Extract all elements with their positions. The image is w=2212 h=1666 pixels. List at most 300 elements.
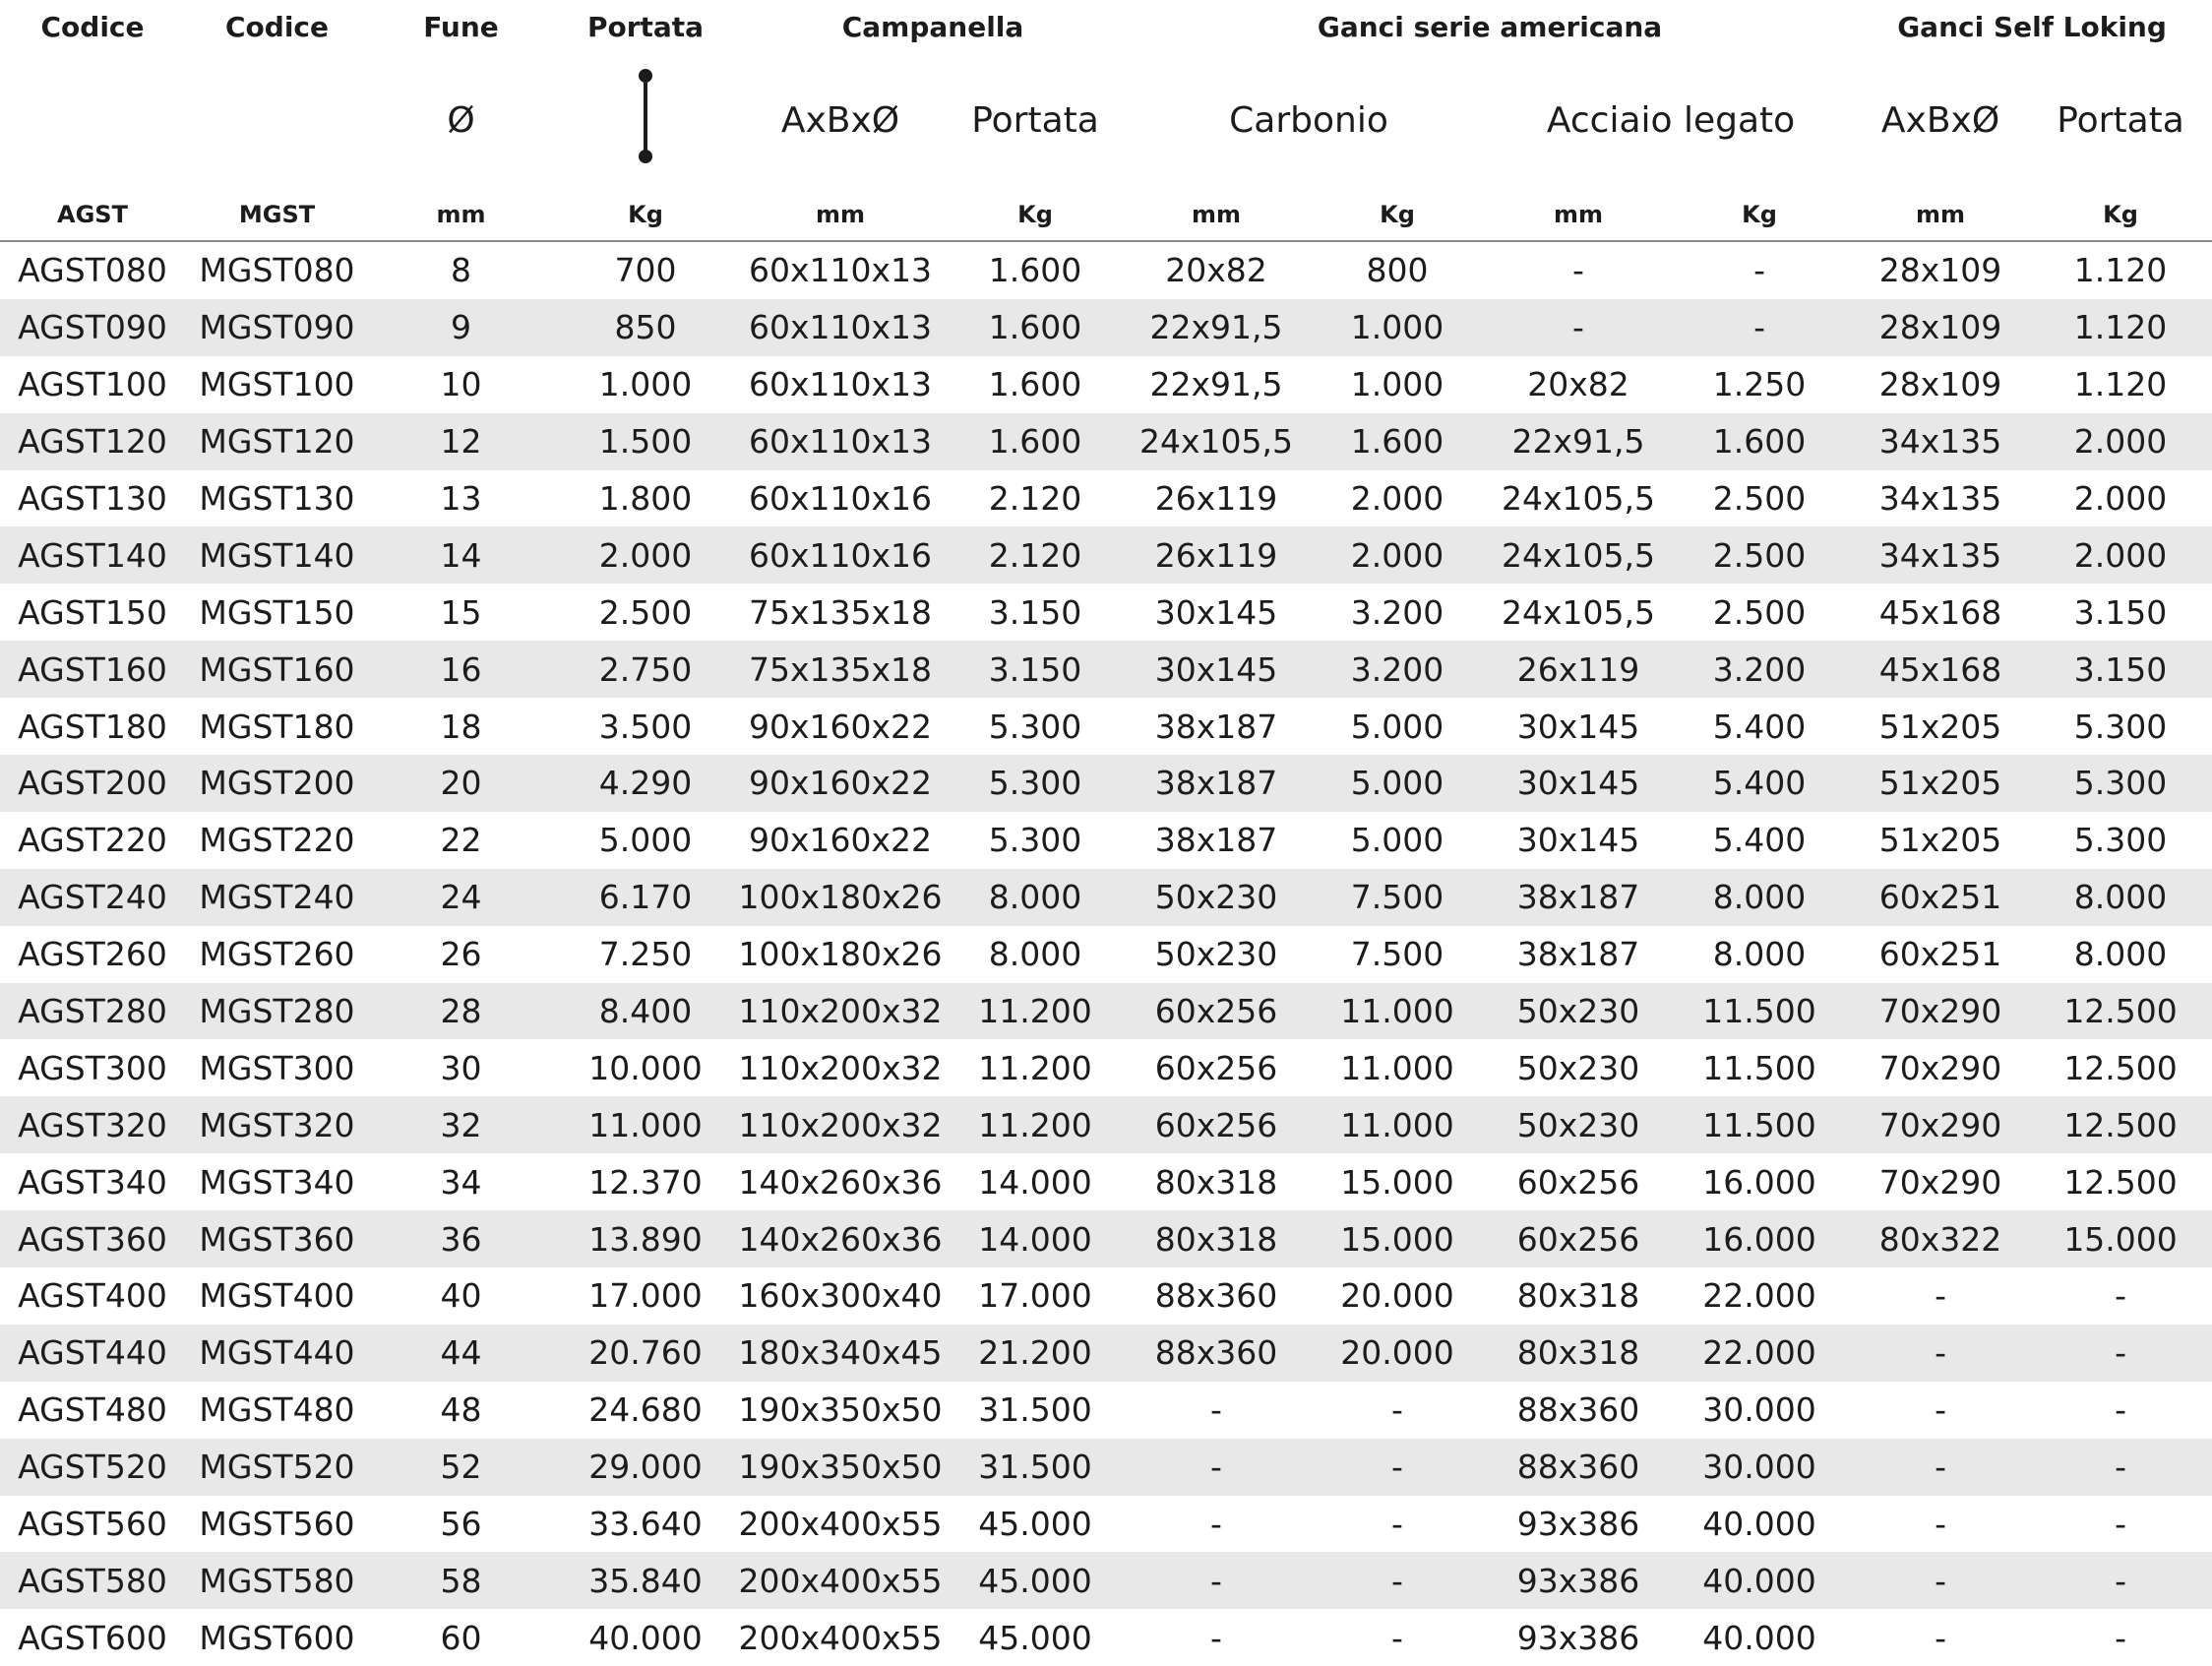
table-cell: AGST580 xyxy=(0,1552,185,1609)
table-row xyxy=(0,812,2212,869)
unit-cell: Kg xyxy=(943,188,1128,241)
table-cell: 1.600 xyxy=(943,413,1128,470)
table-cell: 22 xyxy=(369,812,553,869)
table-cell: 190x350x50 xyxy=(738,1439,943,1496)
table-cell: 21.200 xyxy=(943,1325,1128,1382)
table-cell: 12.500 xyxy=(2029,1039,2212,1096)
table-cell: 13 xyxy=(369,470,553,527)
table-cell: 8.000 xyxy=(1667,869,1852,926)
table-row xyxy=(0,356,2212,413)
table-row xyxy=(0,1325,2212,1382)
table-cell: 5.000 xyxy=(1305,812,1490,869)
table-cell: - xyxy=(2029,1325,2212,1382)
table-cell: 40.000 xyxy=(553,1609,738,1666)
table-cell: 1.800 xyxy=(553,470,738,527)
table-cell: 20x82 xyxy=(1128,241,1305,299)
table-row xyxy=(0,241,2212,299)
table-cell: 7.500 xyxy=(1305,926,1490,983)
table-cell: 60x251 xyxy=(1852,869,2029,926)
table-cell: 32 xyxy=(369,1096,553,1153)
table-cell: AGST150 xyxy=(0,584,185,641)
table-cell: - xyxy=(1128,1496,1305,1553)
table-cell: 90x160x22 xyxy=(738,812,943,869)
table-cell: - xyxy=(1852,1325,2029,1382)
table-cell: 8.000 xyxy=(943,869,1128,926)
table-cell: AGST560 xyxy=(0,1496,185,1553)
table-row xyxy=(0,1096,2212,1153)
table-cell: MGST400 xyxy=(185,1267,369,1325)
table-cell: 13.890 xyxy=(553,1210,738,1267)
table-cell: 8.000 xyxy=(2029,926,2212,983)
table-cell: 5.400 xyxy=(1667,812,1852,869)
table-cell: 3.200 xyxy=(1305,641,1490,698)
unit-cell: Kg xyxy=(553,188,738,241)
header-self-dim: AxBxØ xyxy=(1852,53,2029,188)
table-cell: 5.000 xyxy=(1305,698,1490,755)
table-cell: AGST240 xyxy=(0,869,185,926)
table-cell: 3.200 xyxy=(1305,584,1490,641)
header-camp-portata: Portata xyxy=(943,53,1128,188)
table-cell: 29.000 xyxy=(553,1439,738,1496)
table-cell: 28 xyxy=(369,983,553,1040)
table-row xyxy=(0,526,2212,584)
table-cell: 1.250 xyxy=(1667,356,1852,413)
table-cell: MGST480 xyxy=(185,1382,369,1439)
table-cell: 38x187 xyxy=(1128,755,1305,812)
table-cell: 60x110x16 xyxy=(738,470,943,527)
table-cell: 8 xyxy=(369,241,553,299)
table-row xyxy=(0,1609,2212,1666)
table-cell: AGST120 xyxy=(0,413,185,470)
table-cell: 93x386 xyxy=(1490,1496,1667,1553)
table-cell: 1.000 xyxy=(1305,356,1490,413)
table-cell: - xyxy=(1490,299,1667,356)
table-cell: 45x168 xyxy=(1852,584,2029,641)
table-cell: 1.500 xyxy=(553,413,738,470)
table-cell: 50x230 xyxy=(1128,926,1305,983)
table-cell: 88x360 xyxy=(1128,1325,1305,1382)
table-cell: 51x205 xyxy=(1852,698,2029,755)
table-cell: - xyxy=(1852,1609,2029,1666)
table-cell: 20.760 xyxy=(553,1325,738,1382)
table-cell: 11.200 xyxy=(943,1096,1128,1153)
table-cell: 26 xyxy=(369,926,553,983)
header-ganci-americana: Ganci serie americana xyxy=(1128,0,1852,53)
table-cell: AGST440 xyxy=(0,1325,185,1382)
table-cell: MGST090 xyxy=(185,299,369,356)
table-cell: 80x318 xyxy=(1490,1325,1667,1382)
table-cell: 16 xyxy=(369,641,553,698)
table-cell: 1.600 xyxy=(943,241,1128,299)
table-cell: 11.500 xyxy=(1667,983,1852,1040)
table-cell: 30x145 xyxy=(1490,812,1667,869)
table-cell: 60x110x13 xyxy=(738,299,943,356)
table-cell: 110x200x32 xyxy=(738,1096,943,1153)
table-cell: 3.150 xyxy=(943,584,1128,641)
table-cell: 1.000 xyxy=(553,356,738,413)
unit-cell: MGST xyxy=(185,188,369,241)
table-cell: 4.290 xyxy=(553,755,738,812)
table-cell: 12.500 xyxy=(2029,983,2212,1040)
table-row xyxy=(0,1439,2212,1496)
table-cell: 26x119 xyxy=(1490,641,1667,698)
table-cell: 30.000 xyxy=(1667,1382,1852,1439)
header-unit-row xyxy=(0,188,2212,241)
table-row xyxy=(0,1210,2212,1267)
table-cell: 1.120 xyxy=(2029,299,2212,356)
table-cell: 36 xyxy=(369,1210,553,1267)
header-sub-row xyxy=(0,53,2212,188)
table-cell: 60x256 xyxy=(1128,1096,1305,1153)
table-cell: 45.000 xyxy=(943,1552,1128,1609)
table-cell: 11.200 xyxy=(943,983,1128,1040)
table-cell: 5.300 xyxy=(943,698,1128,755)
table-cell: 11.000 xyxy=(1305,983,1490,1040)
table-cell: AGST320 xyxy=(0,1096,185,1153)
table-cell: 60x110x13 xyxy=(738,241,943,299)
table-cell: 200x400x55 xyxy=(738,1552,943,1609)
table-cell: 2.120 xyxy=(943,470,1128,527)
table-cell: - xyxy=(1490,241,1667,299)
table-cell: 34x135 xyxy=(1852,526,2029,584)
table-cell: 31.500 xyxy=(943,1439,1128,1496)
table-row xyxy=(0,1153,2212,1210)
header-fune-symbol: Ø xyxy=(369,53,553,188)
table-row xyxy=(0,1039,2212,1096)
table-cell: 160x300x40 xyxy=(738,1267,943,1325)
table-cell: AGST140 xyxy=(0,526,185,584)
table-cell: 38x187 xyxy=(1490,869,1667,926)
unit-cell: Kg xyxy=(2029,188,2212,241)
table-cell: AGST300 xyxy=(0,1039,185,1096)
table-cell: AGST400 xyxy=(0,1267,185,1325)
table-cell: AGST480 xyxy=(0,1382,185,1439)
table-cell: 75x135x18 xyxy=(738,584,943,641)
table-cell: 60x256 xyxy=(1490,1153,1667,1210)
table-cell: AGST600 xyxy=(0,1609,185,1666)
table-cell: MGST080 xyxy=(185,241,369,299)
table-cell: 16.000 xyxy=(1667,1153,1852,1210)
table-cell: MGST130 xyxy=(185,470,369,527)
table-cell: 2.500 xyxy=(1667,584,1852,641)
table-cell: 80x318 xyxy=(1128,1210,1305,1267)
table-cell: 700 xyxy=(553,241,738,299)
unit-cell: Kg xyxy=(1305,188,1490,241)
table-row xyxy=(0,299,2212,356)
unit-cell: mm xyxy=(1852,188,2029,241)
header-ganci-self: Ganci Self Loking xyxy=(1852,0,2212,53)
table-cell: MGST280 xyxy=(185,983,369,1040)
table-cell: 90x160x22 xyxy=(738,755,943,812)
table-cell: 28x109 xyxy=(1852,299,2029,356)
table-cell: 50x230 xyxy=(1490,1096,1667,1153)
table-cell: 3.150 xyxy=(2029,584,2212,641)
table-cell: 22x91,5 xyxy=(1490,413,1667,470)
table-cell: 6.170 xyxy=(553,869,738,926)
table-cell: 15.000 xyxy=(1305,1210,1490,1267)
table-cell: MGST100 xyxy=(185,356,369,413)
table-row xyxy=(0,413,2212,470)
unit-cell: mm xyxy=(369,188,553,241)
table-cell: 14.000 xyxy=(943,1153,1128,1210)
table-cell: 5.400 xyxy=(1667,755,1852,812)
table-cell: AGST340 xyxy=(0,1153,185,1210)
table-cell: 8.000 xyxy=(943,926,1128,983)
header-sub-empty-a xyxy=(0,53,185,188)
table-cell: - xyxy=(2029,1609,2212,1666)
header-acciaio: Acciaio legato xyxy=(1490,53,1852,188)
table-cell: 80x318 xyxy=(1490,1267,1667,1325)
table-cell: 35.840 xyxy=(553,1552,738,1609)
table-cell: 45.000 xyxy=(943,1609,1128,1666)
table-cell: 38x187 xyxy=(1490,926,1667,983)
table-cell: 22x91,5 xyxy=(1128,299,1305,356)
table-cell: 20.000 xyxy=(1305,1325,1490,1382)
table-cell: MGST580 xyxy=(185,1552,369,1609)
table-cell: - xyxy=(1667,299,1852,356)
table-cell: 50x230 xyxy=(1490,983,1667,1040)
table-cell: - xyxy=(1852,1552,2029,1609)
table-cell: 11.500 xyxy=(1667,1039,1852,1096)
table-cell: MGST150 xyxy=(185,584,369,641)
table-cell: AGST260 xyxy=(0,926,185,983)
table-row xyxy=(0,1382,2212,1439)
table-cell: AGST360 xyxy=(0,1210,185,1267)
table-cell: AGST180 xyxy=(0,698,185,755)
table-cell: 30x145 xyxy=(1490,755,1667,812)
table-cell: 7.250 xyxy=(553,926,738,983)
table-cell: MGST560 xyxy=(185,1496,369,1553)
table-cell: - xyxy=(1852,1382,2029,1439)
table-cell: - xyxy=(1852,1267,2029,1325)
table-cell: 5.300 xyxy=(2029,755,2212,812)
table-cell: 60x256 xyxy=(1128,1039,1305,1096)
table-cell: 3.150 xyxy=(2029,641,2212,698)
table-cell: 44 xyxy=(369,1325,553,1382)
table-cell: 17.000 xyxy=(553,1267,738,1325)
header-group-row xyxy=(0,0,2212,53)
table-cell: 26x119 xyxy=(1128,526,1305,584)
table-row xyxy=(0,698,2212,755)
table-cell: MGST360 xyxy=(185,1210,369,1267)
table-cell: 31.500 xyxy=(943,1382,1128,1439)
table-cell: 20.000 xyxy=(1305,1267,1490,1325)
table-row xyxy=(0,641,2212,698)
header-portata-symbol xyxy=(553,53,738,188)
table-cell: - xyxy=(1128,1609,1305,1666)
table-cell: 180x340x45 xyxy=(738,1325,943,1382)
table-cell: 88x360 xyxy=(1128,1267,1305,1325)
table-cell: 2.000 xyxy=(1305,526,1490,584)
table-cell: 30x145 xyxy=(1128,641,1305,698)
table-cell: 24x105,5 xyxy=(1490,526,1667,584)
table-cell: 28x109 xyxy=(1852,241,2029,299)
table-cell: 1.120 xyxy=(2029,241,2212,299)
table-cell: 8.000 xyxy=(1667,926,1852,983)
table-cell: 2.000 xyxy=(553,526,738,584)
table-cell: 140x260x36 xyxy=(738,1153,943,1210)
header-sub-empty-b xyxy=(185,53,369,188)
header-self-portata: Portata xyxy=(2029,53,2212,188)
header-fune: Fune xyxy=(369,0,553,53)
table-cell: 75x135x18 xyxy=(738,641,943,698)
table-cell: - xyxy=(1305,1496,1490,1553)
table-cell: - xyxy=(1305,1382,1490,1439)
table-cell: 5.300 xyxy=(943,755,1128,812)
header-camp-dim: AxBxØ xyxy=(738,53,943,188)
table-cell: 40.000 xyxy=(1667,1552,1852,1609)
table-cell: 200x400x55 xyxy=(738,1496,943,1553)
table-cell: 7.500 xyxy=(1305,869,1490,926)
table-row xyxy=(0,470,2212,527)
table-cell: 24 xyxy=(369,869,553,926)
table-cell: 24x105,5 xyxy=(1490,584,1667,641)
table-cell: 10.000 xyxy=(553,1039,738,1096)
table-cell: 190x350x50 xyxy=(738,1382,943,1439)
table-cell: 1.600 xyxy=(943,299,1128,356)
table-cell: 850 xyxy=(553,299,738,356)
table-cell: 5.000 xyxy=(1305,755,1490,812)
table-cell: 12.500 xyxy=(2029,1153,2212,1210)
table-cell: 2.000 xyxy=(2029,526,2212,584)
table-cell: MGST320 xyxy=(185,1096,369,1153)
table-cell: 9 xyxy=(369,299,553,356)
table-cell: 2.750 xyxy=(553,641,738,698)
table-cell: 50x230 xyxy=(1490,1039,1667,1096)
table-cell: 34 xyxy=(369,1153,553,1210)
table-cell: AGST200 xyxy=(0,755,185,812)
table-cell: 2.500 xyxy=(1667,526,1852,584)
table-cell: 70x290 xyxy=(1852,983,2029,1040)
table-cell: 70x290 xyxy=(1852,1153,2029,1210)
table-cell: 24.680 xyxy=(553,1382,738,1439)
table-cell: MGST220 xyxy=(185,812,369,869)
table-cell: 1.600 xyxy=(943,356,1128,413)
table-cell: 80x318 xyxy=(1128,1153,1305,1210)
table-cell: MGST300 xyxy=(185,1039,369,1096)
table-cell: 2.120 xyxy=(943,526,1128,584)
table-cell: - xyxy=(1305,1552,1490,1609)
table-cell: AGST280 xyxy=(0,983,185,1040)
table-cell: 2.500 xyxy=(1667,470,1852,527)
table-cell: 60x110x13 xyxy=(738,356,943,413)
table-cell: - xyxy=(2029,1439,2212,1496)
table-cell: MGST200 xyxy=(185,755,369,812)
table-cell: 90x160x22 xyxy=(738,698,943,755)
table-cell: 58 xyxy=(369,1552,553,1609)
table-cell: 52 xyxy=(369,1439,553,1496)
table-cell: 60x110x13 xyxy=(738,413,943,470)
table-cell: 2.500 xyxy=(553,584,738,641)
table-cell: 88x360 xyxy=(1490,1439,1667,1496)
table-cell: - xyxy=(2029,1382,2212,1439)
table-cell: MGST520 xyxy=(185,1439,369,1496)
table-cell: 22x91,5 xyxy=(1128,356,1305,413)
table-cell: 10 xyxy=(369,356,553,413)
table-cell: 1.120 xyxy=(2029,356,2212,413)
table-cell: 200x400x55 xyxy=(738,1609,943,1666)
table-cell: 8.000 xyxy=(2029,869,2212,926)
unit-cell: mm xyxy=(1490,188,1667,241)
table-cell: 40.000 xyxy=(1667,1609,1852,1666)
table-cell: 12.370 xyxy=(553,1153,738,1210)
table-cell: MGST260 xyxy=(185,926,369,983)
table-cell: 34x135 xyxy=(1852,413,2029,470)
table-cell: AGST160 xyxy=(0,641,185,698)
table-cell: 3.500 xyxy=(553,698,738,755)
table-cell: 93x386 xyxy=(1490,1609,1667,1666)
table-cell: 22.000 xyxy=(1667,1267,1852,1325)
header-portata: Portata xyxy=(553,0,738,53)
table-cell: MGST440 xyxy=(185,1325,369,1382)
table-cell: MGST180 xyxy=(185,698,369,755)
table-cell: MGST340 xyxy=(185,1153,369,1210)
table-cell: 60x256 xyxy=(1128,983,1305,1040)
table-cell: 26x119 xyxy=(1128,470,1305,527)
table-cell: 5.300 xyxy=(2029,812,2212,869)
table-cell: 5.000 xyxy=(553,812,738,869)
table-cell: 60x110x16 xyxy=(738,526,943,584)
table-cell: 1.600 xyxy=(1305,413,1490,470)
table-cell: MGST600 xyxy=(185,1609,369,1666)
unit-cell: AGST xyxy=(0,188,185,241)
table-cell: 11.200 xyxy=(943,1039,1128,1096)
table-cell: AGST080 xyxy=(0,241,185,299)
table-cell: 15 xyxy=(369,584,553,641)
table-body xyxy=(0,241,2212,1666)
table-cell: - xyxy=(1128,1439,1305,1496)
table-cell: 15.000 xyxy=(1305,1153,1490,1210)
table-cell: 51x205 xyxy=(1852,755,2029,812)
table-cell: 60 xyxy=(369,1609,553,1666)
table-cell: 60x251 xyxy=(1852,926,2029,983)
table-cell: 30.000 xyxy=(1667,1439,1852,1496)
table-cell: 17.000 xyxy=(943,1267,1128,1325)
table-cell: AGST090 xyxy=(0,299,185,356)
table-cell: MGST240 xyxy=(185,869,369,926)
table-row xyxy=(0,1552,2212,1609)
table-cell: 56 xyxy=(369,1496,553,1553)
table-cell: 30 xyxy=(369,1039,553,1096)
table-cell: 100x180x26 xyxy=(738,926,943,983)
table-cell: AGST220 xyxy=(0,812,185,869)
table-cell: 3.150 xyxy=(943,641,1128,698)
table-cell: - xyxy=(1852,1439,2029,1496)
table-cell: 11.500 xyxy=(1667,1096,1852,1153)
table-cell: AGST520 xyxy=(0,1439,185,1496)
table-header xyxy=(0,0,2212,241)
table-cell: - xyxy=(2029,1267,2212,1325)
table-cell: 88x360 xyxy=(1490,1382,1667,1439)
table-cell: - xyxy=(1128,1382,1305,1439)
table-cell: 11.000 xyxy=(1305,1096,1490,1153)
table-cell: 60x256 xyxy=(1490,1210,1667,1267)
table-cell: 45.000 xyxy=(943,1496,1128,1553)
table-cell: 5.300 xyxy=(2029,698,2212,755)
table-cell: 5.300 xyxy=(943,812,1128,869)
table-cell: - xyxy=(2029,1552,2212,1609)
table-cell: 12.500 xyxy=(2029,1096,2212,1153)
table-cell: 14 xyxy=(369,526,553,584)
table-cell: 30x145 xyxy=(1128,584,1305,641)
table-cell: 30x145 xyxy=(1490,698,1667,755)
table-row xyxy=(0,1496,2212,1553)
table-cell: 34x135 xyxy=(1852,470,2029,527)
table-cell: - xyxy=(1667,241,1852,299)
header-campanella: Campanella xyxy=(738,0,1128,53)
table-cell: 20x82 xyxy=(1490,356,1667,413)
table-cell: 16.000 xyxy=(1667,1210,1852,1267)
